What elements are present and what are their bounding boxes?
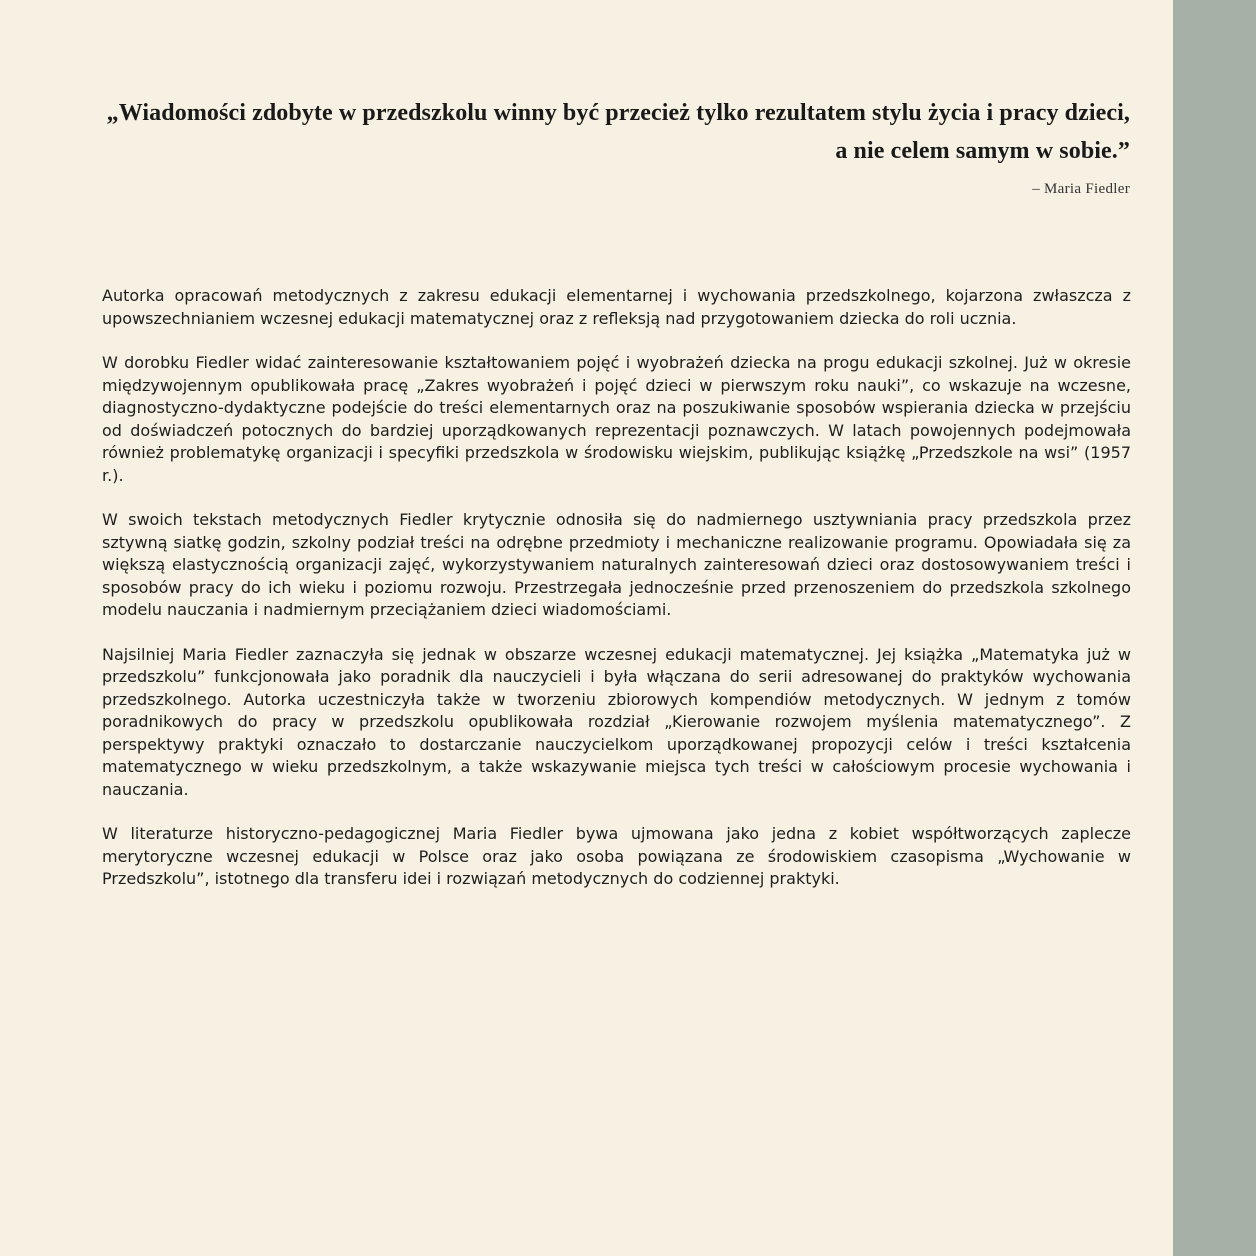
paragraph-4: Najsilniej Maria Fiedler zaznaczyła się jednak w obszarze wczesnej edukacji matematycznej. Jej książka „Matematyka już w przedszkolu” funkcjonowała jako poradnik dla nauczycieli i była włączana do serii adresowanej do praktyków wychowania przedszkolnego. Autorka uczestniczyła także w tworzeniu zbiorowych kompendiów metodycznych. W jednym z tomów poradnikowych do pracy w przedszkolu opublikowała rozdział „Kierowanie rozwojem myślenia matematycznego”. Z perspektywy praktyki oznaczało to dostarczanie nauczycielkom uporządkowanej propozycji celów i treści kształcenia matematycznego w wieku przedszkolnym, a także wskazywanie miejsca tych treści w całościowym procesie wychowania i nauczania. [102, 644, 1131, 799]
quote-author: – Maria Fiedler [1032, 181, 1130, 197]
paragraph-2: W dorobku Fiedler widać zainteresowanie kształtowaniem pojęć i wyobrażeń dziecka na progu edukacji szkolnej. Już w okresie międzywojennym opublikowała pracę „Zakres wyobrażeń i pojęć dzieci w pierwszym roku nauki”, co wskazuje na wczesne, diagnostyczno-dydaktyczne podejście do treści elementarnych oraz na poszukiwanie sposobów wspierania dziecka w przejściu od doświadczeń potocznych do bardziej uporządkowanych reprezentacji poznawczych. W latach powojennych podejmowała również problematykę organizacji i specyfiki przedszkola w środowisku wiejskim, publikując książkę „Przedszkole na wsi” (1957 r.). [102, 353, 1131, 485]
quote-line-1: „Wiadomości zdobyte w przedszkolu winny być przecież tylko rezultatem stylu życia i pracy dzieci, [106, 100, 1130, 126]
quote-line-2: a nie celem samym w sobie.” [835, 138, 1130, 164]
article-body [102, 285, 1131, 913]
paragraph-1: Autorka opracowań metodycznych z zakresu edukacji elementarnej i wychowania przedszkolnego, kojarzona zwłaszcza z upowszechnianiem wczesnej edukacji matematycznej oraz z refleksją nad przygotowaniem dziecka do roli ucznia. [102, 286, 1131, 328]
paragraph-3: W swoich tekstach metodycznych Fiedler krytycznie odnosiła się do nadmiernego usztywniania pracy przedszkola przez sztywną siatkę godzin, szkolny podział treści na odrębne przedmioty i mechaniczne realizowanie programu. Opowiadała się za większą elastycznością organizacji zajęć, wykorzystywaniem naturalnych zainteresowań dzieci oraz dostosowywaniem treści i sposobów pracy do ich wieku i poziomu rozwoju. Przestrzegała jednocześnie przed przenoszeniem do przedszkola szkolnego modelu nauczania i nadmiernym przeciążaniem dzieci wiadomościami. [102, 510, 1131, 619]
paragraph-5: W literaturze historyczno-pedagogicznej Maria Fiedler bywa ujmowana jako jedna z kobiet współtworzących zaplecze merytoryczne wczesnej edukacji w Polsce oraz jako osoba powiązana ze środowiskiem czasopisma „Wychowanie w Przedszkolu”, istotnego dla transferu idei i rozwiązań metodycznych do codziennej praktyki. [102, 824, 1131, 888]
side-accent-bar [1173, 0, 1256, 1256]
epigraph-quote [102, 94, 1130, 200]
quote-text [102, 94, 1130, 170]
